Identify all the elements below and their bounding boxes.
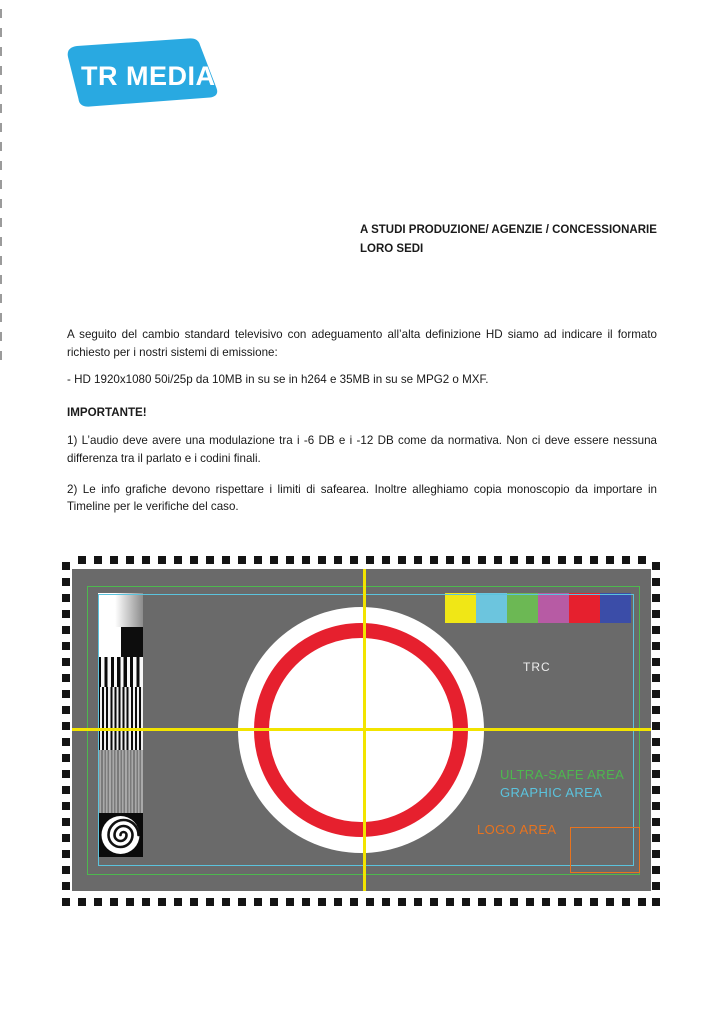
recipient-line-1: A STUDI PRODUZIONE/ AGENZIE / CONCESSIONARIE [360,224,657,236]
dashed-border-bottom [62,898,660,906]
paragraph-grafiche: 2) Le info grafiche devono rispettare i limiti di safearea. Inoltre alleghiamo copia monoscopio da importare in Timeline per le verifiche del caso. [67,482,657,514]
logo-area-rect [570,827,640,873]
logo-area-label: LOGO AREA [477,822,557,837]
logo-text: TR MEDIA [81,61,216,91]
recipient-block [360,221,657,258]
recipient-line-2: LORO SEDI [360,242,424,255]
paragraph-hd-format: - HD 1920x1080 50i/25p da 10MB in su se in h264 e 35MB in su se MPG2 o MXF. [67,373,489,387]
crosshair-horizontal-line [72,728,651,731]
paragraph-intro: A seguito del cambio standard televisivo con adeguamento all’alta definizione HD siamo ad indicare il formato richiesto per i nostri sistemi di emissione: [67,328,657,359]
letter-body [67,326,657,516]
crosshair-vertical-line [363,569,366,891]
trc-label: TRC [523,660,551,674]
page-fold-mark [0,0,2,360]
paragraph-important: IMPORTANTE! [67,405,147,419]
test-card [62,556,660,906]
tr-media-logo [64,36,222,118]
ultra-safe-area-label: ULTRA-SAFE AREA [500,767,625,782]
dashed-border-top [62,556,660,564]
graphic-area-label: GRAPHIC AREA [500,785,603,800]
tr-media-logo-icon [64,36,220,114]
dashed-border-right [652,556,660,906]
paragraph-audio: 1) L’audio deve avere una modulazione tra i -6 DB e i -12 DB come da normativa. Non ci deve essere nessuna differenza tra il parlato e i codini finali. [67,434,657,465]
dashed-border-left [62,556,70,906]
